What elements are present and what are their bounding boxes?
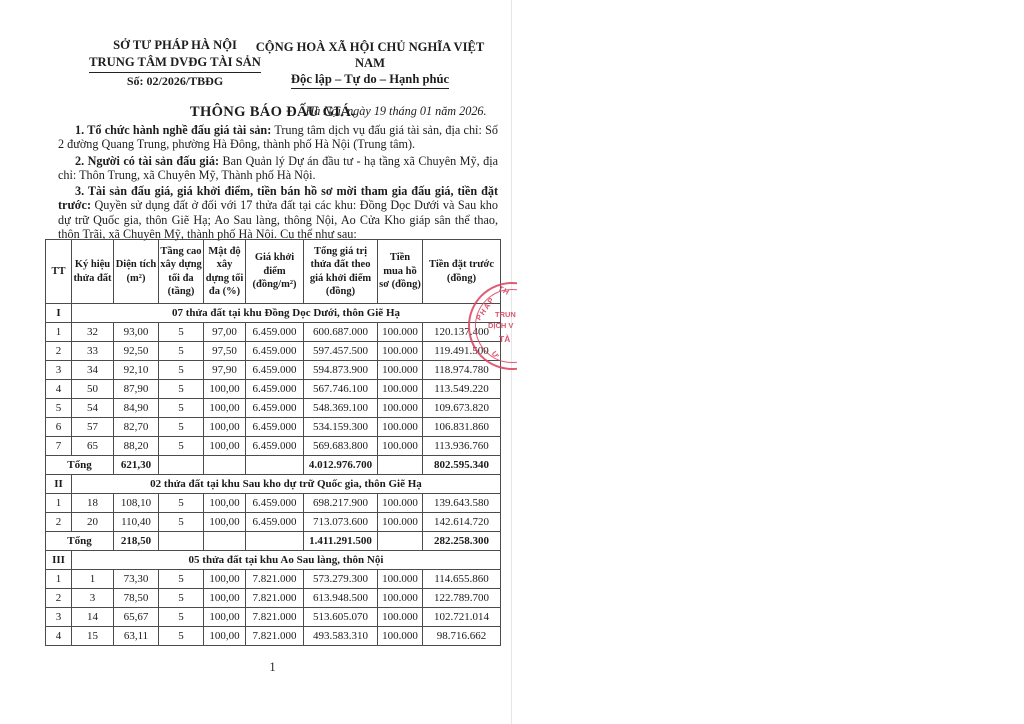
paragraph-asset-owner bbox=[58, 154, 498, 183]
auction-plots-table bbox=[45, 239, 501, 646]
plot-cell: 92,50 bbox=[114, 342, 159, 361]
plot-cell: 5 bbox=[159, 608, 204, 627]
plot-cell: 33 bbox=[72, 342, 114, 361]
plot-cell: 7.821.000 bbox=[246, 570, 304, 589]
plot-cell: 88,20 bbox=[114, 437, 159, 456]
total-value-cell: 1.411.291.500 bbox=[304, 532, 378, 551]
plot-cell: 569.683.800 bbox=[304, 437, 378, 456]
plot-cell: 78,50 bbox=[114, 589, 159, 608]
stamp-arc-text: TH bbox=[496, 283, 512, 298]
col-header-tt: TT bbox=[46, 240, 72, 304]
plot-cell: 3 bbox=[46, 608, 72, 627]
plot-cell: 573.279.300 bbox=[304, 570, 378, 589]
plot-cell: 100,00 bbox=[204, 570, 246, 589]
paragraph-text: Ban Quản lý Dự án đầu tư - hạ tầng xã Chuyên Mỹ, địa chỉ: Thôn Trung, xã Chuyên Mỹ, Thành phố Hà Nội. bbox=[58, 153, 498, 182]
plot-cell: 73,30 bbox=[114, 570, 159, 589]
plot-cell: 6.459.000 bbox=[246, 494, 304, 513]
total-area-cell: 218,50 bbox=[114, 532, 159, 551]
plot-cell: 65 bbox=[72, 437, 114, 456]
col-header-plot-code: Ký hiệu thửa đất bbox=[72, 240, 114, 304]
plot-cell: 493.583.310 bbox=[304, 627, 378, 646]
plot-cell: 6.459.000 bbox=[246, 437, 304, 456]
plot-cell: 4 bbox=[46, 380, 72, 399]
table-cell bbox=[204, 456, 246, 475]
plot-cell: 108,10 bbox=[114, 494, 159, 513]
plot-cell: 110,40 bbox=[114, 513, 159, 532]
table-header-row bbox=[46, 240, 501, 304]
document-title: THÔNG BÁO ĐẤU GIÁ. bbox=[189, 104, 356, 120]
plot-cell: 113.936.760 bbox=[423, 437, 501, 456]
plot-cell: 5 bbox=[159, 589, 204, 608]
page-number: 1 bbox=[269, 660, 276, 674]
table-cell bbox=[246, 532, 304, 551]
plot-cell: 97,90 bbox=[204, 361, 246, 380]
plot-data-row bbox=[46, 570, 501, 589]
plot-cell: 597.457.500 bbox=[304, 342, 378, 361]
plot-cell: 100,00 bbox=[204, 608, 246, 627]
plot-cell: 6.459.000 bbox=[246, 380, 304, 399]
section-header-row bbox=[46, 551, 501, 570]
plot-cell: 34 bbox=[72, 361, 114, 380]
plot-cell: 18 bbox=[72, 494, 114, 513]
plot-cell: 2 bbox=[46, 589, 72, 608]
plot-cell: 594.873.900 bbox=[304, 361, 378, 380]
section-total-row bbox=[46, 532, 501, 551]
plot-cell: 92,10 bbox=[114, 361, 159, 380]
plot-cell: 713.073.600 bbox=[304, 513, 378, 532]
plot-cell: 6.459.000 bbox=[246, 418, 304, 437]
plot-cell: 100.000 bbox=[378, 323, 423, 342]
motto: Độc lập – Tự do – Hạnh phúc bbox=[244, 71, 496, 89]
plot-cell: 97,00 bbox=[204, 323, 246, 342]
total-deposit-cell: 282.258.300 bbox=[423, 532, 501, 551]
plot-cell: 698.217.900 bbox=[304, 494, 378, 513]
plot-cell: 100.000 bbox=[378, 361, 423, 380]
plot-cell: 7 bbox=[46, 437, 72, 456]
plot-cell: 100.000 bbox=[378, 437, 423, 456]
plot-cell: 106.831.860 bbox=[423, 418, 501, 437]
table-cell bbox=[159, 456, 204, 475]
total-area-cell: 621,30 bbox=[114, 456, 159, 475]
paragraph-text: Trung tâm dịch vụ đấu giá tài sản, địa chỉ: Số 2 đường Quang Trung, phường Hà Đông, thành phố Hà Nội (Trung tâm). bbox=[58, 123, 498, 152]
plot-cell: 5 bbox=[159, 437, 204, 456]
plot-cell: 5 bbox=[159, 418, 204, 437]
plot-cell: 6.459.000 bbox=[246, 342, 304, 361]
section-title-cell: 07 thửa đất tại khu Đồng Dọc Dưới, thôn Giẽ Hạ bbox=[72, 304, 501, 323]
plot-cell: 6.459.000 bbox=[246, 399, 304, 418]
plot-cell: 114.655.860 bbox=[423, 570, 501, 589]
document-number: Số: 02/2026/TBĐG bbox=[126, 74, 224, 88]
plot-cell: 100,00 bbox=[204, 399, 246, 418]
plot-cell: 6.459.000 bbox=[246, 323, 304, 342]
plot-cell: 57 bbox=[72, 418, 114, 437]
table-body bbox=[46, 304, 501, 646]
stamp-center-text: DỊCH V bbox=[488, 321, 514, 330]
section-roman-cell: I bbox=[46, 304, 72, 323]
plot-cell: 100,00 bbox=[204, 437, 246, 456]
table-cell bbox=[159, 532, 204, 551]
plot-cell: 567.746.100 bbox=[304, 380, 378, 399]
plot-cell: 1 bbox=[46, 494, 72, 513]
plot-cell: 6.459.000 bbox=[246, 513, 304, 532]
plot-cell: 5 bbox=[159, 399, 204, 418]
plot-cell: 102.721.014 bbox=[423, 608, 501, 627]
col-header-area: Diện tích (m²) bbox=[114, 240, 159, 304]
plot-cell: 50 bbox=[72, 380, 114, 399]
plot-cell: 5 bbox=[159, 494, 204, 513]
table-cell bbox=[246, 456, 304, 475]
national-title: CỘNG HOÀ XÃ HỘI CHỦ NGHĨA VIỆT NAM bbox=[255, 40, 485, 70]
table-cell bbox=[378, 532, 423, 551]
paragraph-lead: 2. Người có tài sản đấu giá: bbox=[75, 153, 220, 168]
plot-cell: 100.000 bbox=[378, 627, 423, 646]
plot-cell: 118.974.780 bbox=[423, 361, 501, 380]
plot-cell: 14 bbox=[72, 608, 114, 627]
plot-data-row bbox=[46, 513, 501, 532]
total-deposit-cell: 802.595.340 bbox=[423, 456, 501, 475]
plot-cell: 613.948.500 bbox=[304, 589, 378, 608]
total-label-cell: Tổng bbox=[46, 532, 114, 551]
total-value-cell: 4.012.976.700 bbox=[304, 456, 378, 475]
org-name: TRUNG TÂM DVĐG TÀI SẢN bbox=[68, 54, 282, 73]
plot-cell: 4 bbox=[46, 627, 72, 646]
section-title-cell: 05 thửa đất tại khu Ao Sau làng, thôn Nội bbox=[72, 551, 501, 570]
plot-cell: 98.716.662 bbox=[423, 627, 501, 646]
plot-data-row bbox=[46, 399, 501, 418]
plot-cell: 7.821.000 bbox=[246, 627, 304, 646]
plot-cell: 5 bbox=[159, 361, 204, 380]
plot-cell: 100.000 bbox=[378, 589, 423, 608]
section-header-row bbox=[46, 475, 501, 494]
plot-cell: 87,90 bbox=[114, 380, 159, 399]
plot-cell: 100,00 bbox=[204, 380, 246, 399]
plot-cell: 5 bbox=[46, 399, 72, 418]
plot-cell: 2 bbox=[46, 342, 72, 361]
plot-cell: 100,00 bbox=[204, 494, 246, 513]
paragraph-lead: 3. Tài sản đấu giá, giá khởi điểm, tiền bán hồ sơ mời tham gia đấu giá, tiền đặt trước: bbox=[58, 184, 498, 213]
plot-cell: 120.137.400 bbox=[423, 323, 501, 342]
plot-cell: 100.000 bbox=[378, 513, 423, 532]
paragraph-text: Quyền sử dụng đất ở đối với 17 thửa đất tại các khu: Đồng Dọc Dưới và Sau kho dự trữ Quốc gia, thôn Giẽ Hạ; Ao Sau làng, thông Nội, Ao Cửa Kho giáp sân thể thao, thôn Trãi, xã Chuyên Mỹ, thành phố Hà Nội. Cụ thể như sau: bbox=[58, 198, 498, 242]
total-label-cell: Tổng bbox=[46, 456, 114, 475]
plot-cell: 1 bbox=[72, 570, 114, 589]
plot-cell: 600.687.000 bbox=[304, 323, 378, 342]
plot-cell: 84,90 bbox=[114, 399, 159, 418]
plot-cell: 3 bbox=[72, 589, 114, 608]
plot-cell: 100.000 bbox=[378, 494, 423, 513]
plot-cell: 100,00 bbox=[204, 589, 246, 608]
section-header-row bbox=[46, 304, 501, 323]
section-roman-cell: III bbox=[46, 551, 72, 570]
plot-cell: 100.000 bbox=[378, 399, 423, 418]
stamp-arc-text: PHÁP bbox=[474, 294, 497, 323]
plot-cell: 5 bbox=[159, 342, 204, 361]
plot-cell: 122.789.700 bbox=[423, 589, 501, 608]
plot-cell: 100.000 bbox=[378, 608, 423, 627]
plot-cell: 1 bbox=[46, 323, 72, 342]
plot-cell: 20 bbox=[72, 513, 114, 532]
org-parent-name: SỞ TƯ PHÁP HÀ NỘI bbox=[113, 38, 237, 52]
plot-data-row bbox=[46, 361, 501, 380]
plot-cell: 7.821.000 bbox=[246, 608, 304, 627]
plot-cell: 6 bbox=[46, 418, 72, 437]
plot-data-row bbox=[46, 418, 501, 437]
plot-cell: 142.614.720 bbox=[423, 513, 501, 532]
col-header-max-floors: Tầng cao xây dựng tối đa (tầng) bbox=[159, 240, 204, 304]
plot-cell: 100,00 bbox=[204, 627, 246, 646]
col-header-start-price: Giá khởi điểm (đồng/m²) bbox=[246, 240, 304, 304]
plot-cell: 513.605.070 bbox=[304, 608, 378, 627]
col-header-dossier-fee: Tiền mua hồ sơ (đồng) bbox=[378, 240, 423, 304]
plot-data-row bbox=[46, 342, 501, 361]
table-cell bbox=[378, 456, 423, 475]
col-header-deposit: Tiền đặt trước (đồng) bbox=[423, 240, 501, 304]
plot-cell: 65,67 bbox=[114, 608, 159, 627]
paragraph-lead: 1. Tổ chức hành nghề đấu giá tài sản: bbox=[75, 123, 272, 137]
plot-cell: 109.673.820 bbox=[423, 399, 501, 418]
plot-cell: 5 bbox=[159, 513, 204, 532]
plot-cell: 548.369.100 bbox=[304, 399, 378, 418]
date-place-line: Hà Nội, ngày 19 tháng 01 năm 2026. bbox=[305, 104, 487, 118]
plot-cell: 100.000 bbox=[378, 570, 423, 589]
plot-cell: 119.491.500 bbox=[423, 342, 501, 361]
plot-cell: 5 bbox=[159, 380, 204, 399]
plot-cell: 63,11 bbox=[114, 627, 159, 646]
col-header-density: Mật độ xây dựng tối đa (%) bbox=[204, 240, 246, 304]
stamp-arc-text: Ự bbox=[489, 349, 501, 360]
plot-cell: 93,00 bbox=[114, 323, 159, 342]
plot-cell: 139.643.580 bbox=[423, 494, 501, 513]
stamp-center-text: TÀ bbox=[499, 334, 511, 344]
plot-cell: 3 bbox=[46, 361, 72, 380]
plot-cell: 6.459.000 bbox=[246, 361, 304, 380]
plot-cell: 100.000 bbox=[378, 380, 423, 399]
plot-cell: 97,50 bbox=[204, 342, 246, 361]
plot-data-row bbox=[46, 323, 501, 342]
plot-cell: 32 bbox=[72, 323, 114, 342]
plot-data-row bbox=[46, 589, 501, 608]
plot-cell: 534.159.300 bbox=[304, 418, 378, 437]
document-body bbox=[58, 123, 498, 243]
section-roman-cell: II bbox=[46, 475, 72, 494]
paragraph-organizer bbox=[58, 123, 498, 152]
stamp-center-text: TRUN bbox=[495, 310, 516, 319]
plot-data-row bbox=[46, 608, 501, 627]
plot-data-row bbox=[46, 627, 501, 646]
plot-cell: 82,70 bbox=[114, 418, 159, 437]
plot-cell: 100.000 bbox=[378, 418, 423, 437]
plot-cell: 113.549.220 bbox=[423, 380, 501, 399]
section-title-cell: 02 thửa đất tại khu Sau kho dự trữ Quốc gia, thôn Giẽ Hạ bbox=[72, 475, 501, 494]
plot-data-row bbox=[46, 494, 501, 513]
section-total-row bbox=[46, 456, 501, 475]
col-header-total-value: Tổng giá trị thửa đất theo giá khởi điểm (đồng) bbox=[304, 240, 378, 304]
plot-cell: 100,00 bbox=[204, 513, 246, 532]
plot-cell: 1 bbox=[46, 570, 72, 589]
plot-cell: 5 bbox=[159, 570, 204, 589]
plot-data-row bbox=[46, 380, 501, 399]
paragraph-asset-details bbox=[58, 184, 498, 241]
plot-cell: 15 bbox=[72, 627, 114, 646]
plot-cell: 100,00 bbox=[204, 418, 246, 437]
plot-cell: 5 bbox=[159, 627, 204, 646]
plot-cell: 54 bbox=[72, 399, 114, 418]
plot-cell: 2 bbox=[46, 513, 72, 532]
plot-data-row bbox=[46, 437, 501, 456]
plot-cell: 100.000 bbox=[378, 342, 423, 361]
plot-cell: 5 bbox=[159, 323, 204, 342]
table-cell bbox=[204, 532, 246, 551]
plot-cell: 7.821.000 bbox=[246, 589, 304, 608]
